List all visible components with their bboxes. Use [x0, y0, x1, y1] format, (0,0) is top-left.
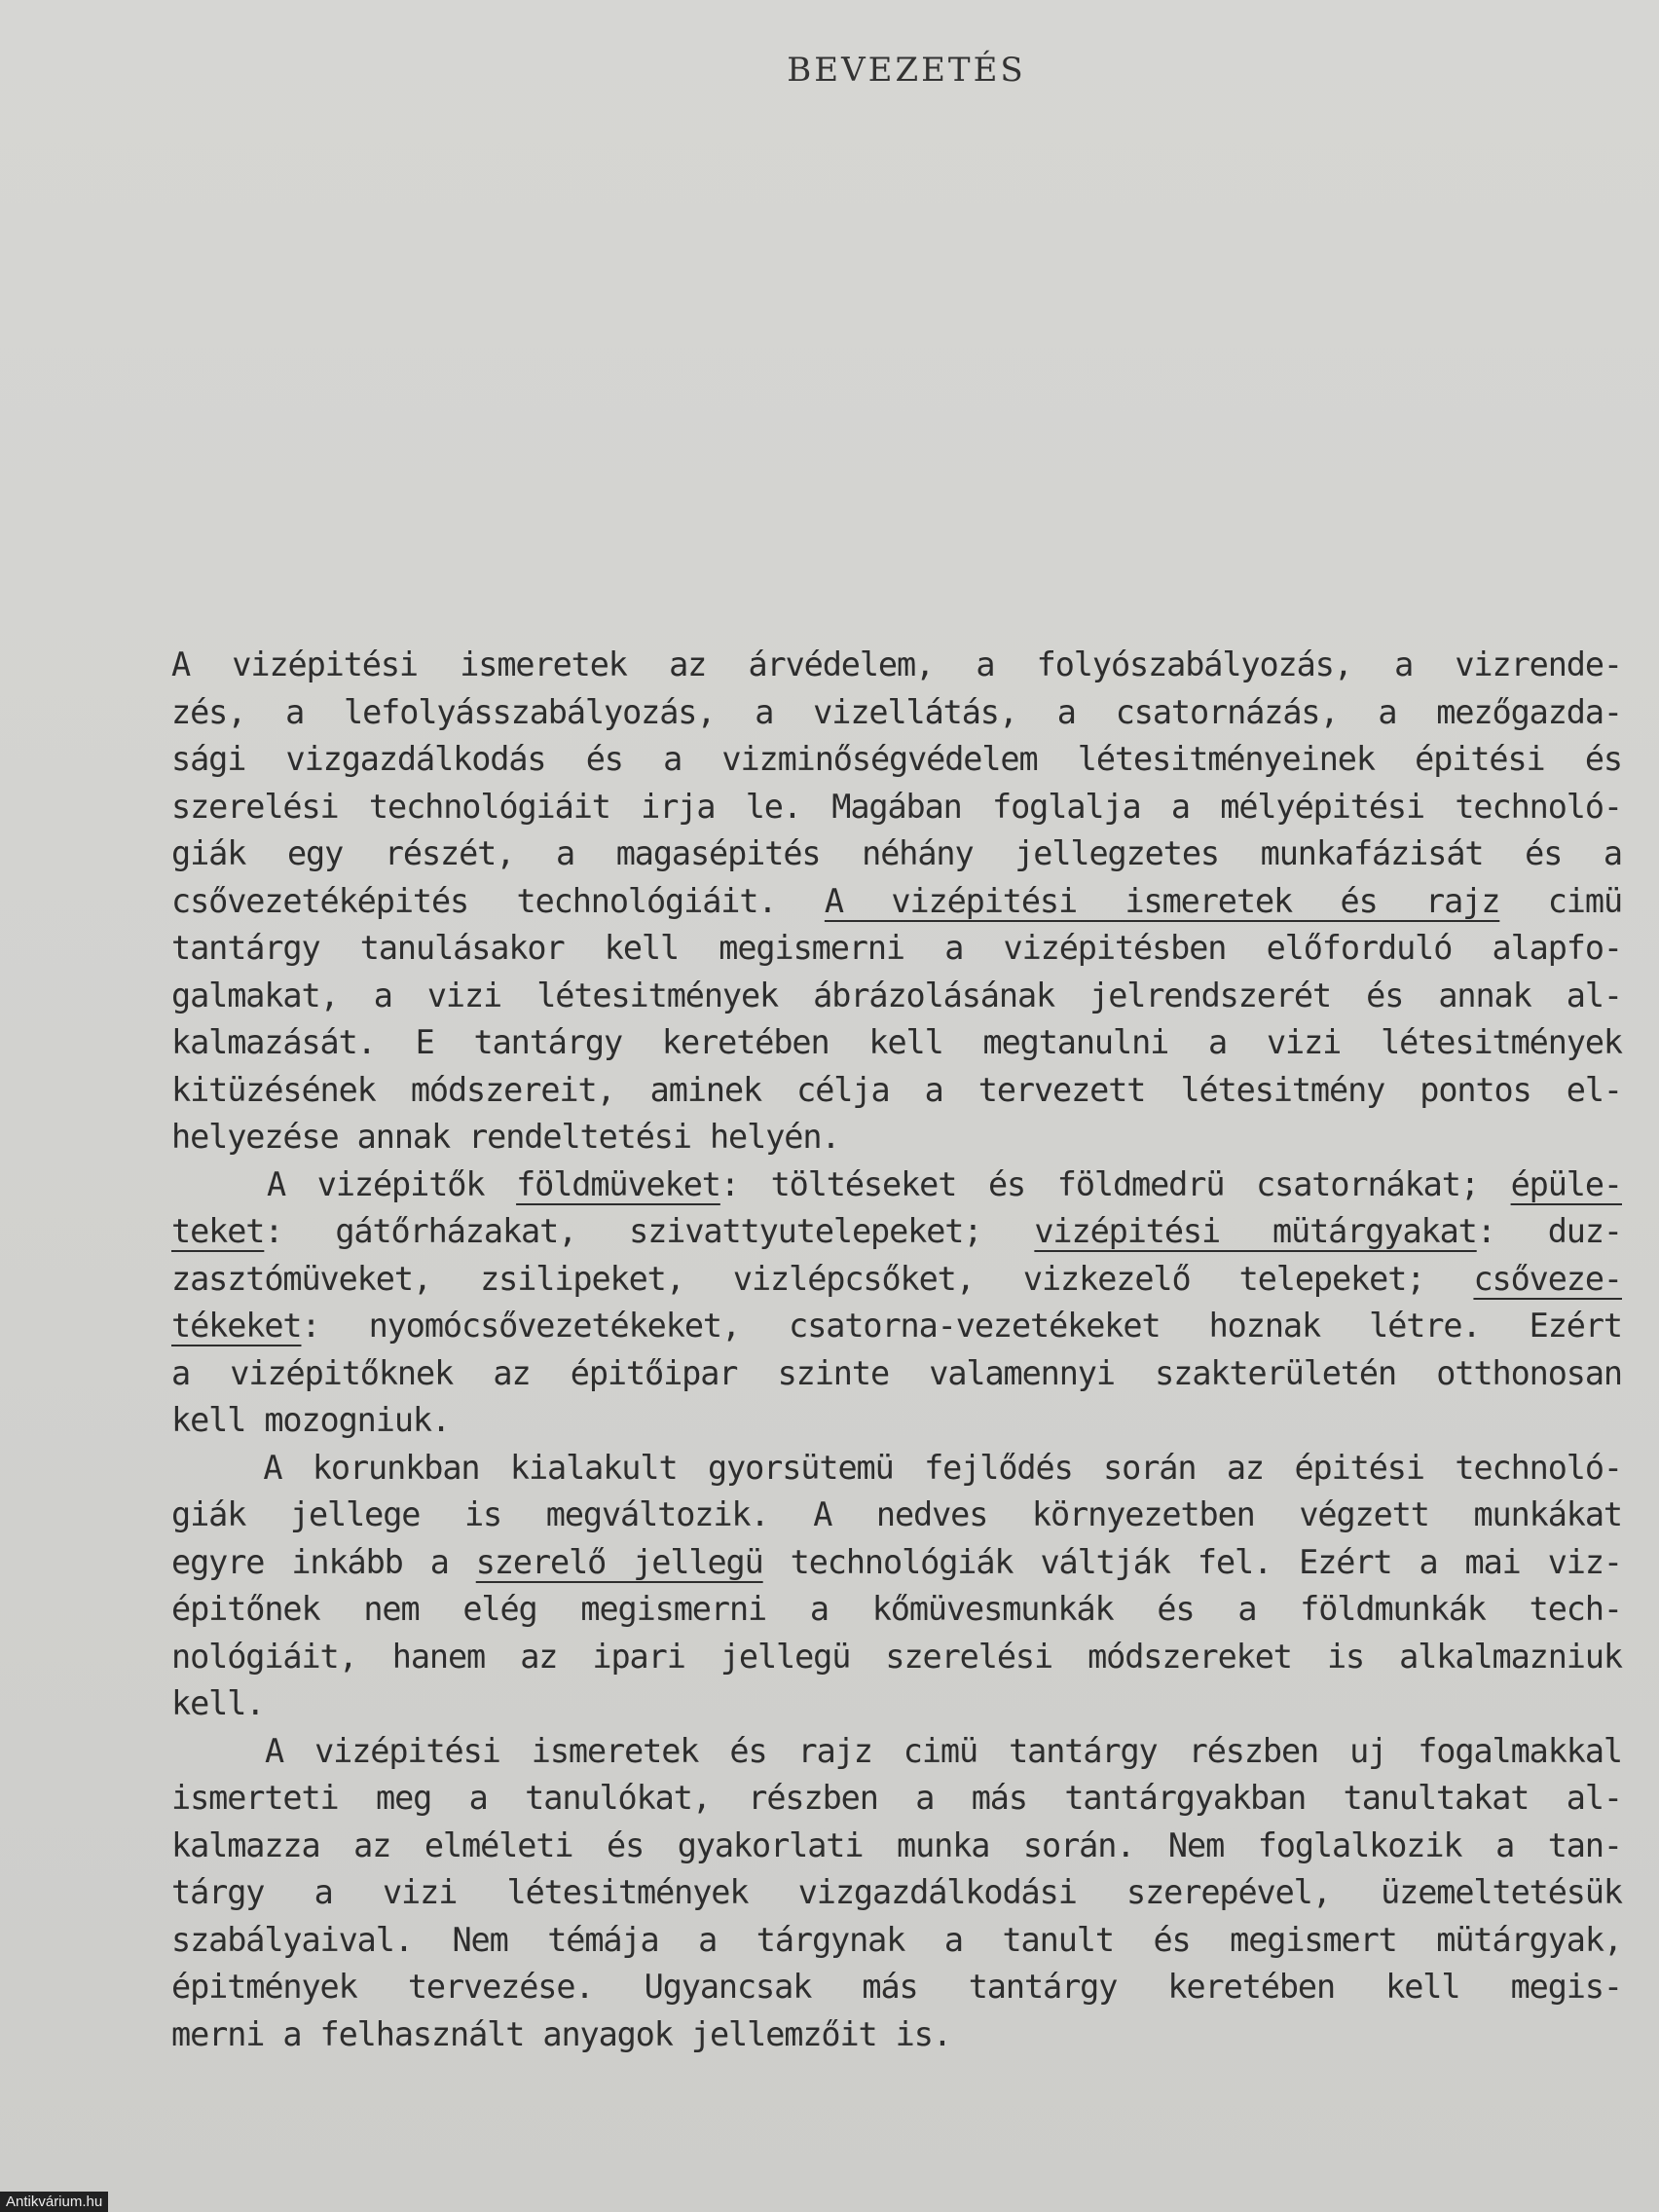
text-line: [171, 1208, 1622, 1256]
text-line: zés, a lefolyásszabályozás, a vizellátás, a csatornázás, a mezőgazda-: [171, 692, 1622, 731]
text-line: [171, 1161, 1622, 1209]
text-line: [171, 1539, 1622, 1587]
text-line: a vizépitőknek az épitőipar szinte valamennyi szakterületén otthonosan: [171, 1353, 1622, 1392]
text-line: épitmények tervezése. Ugyancsak más tantárgy keretében kell megis-: [171, 1968, 1622, 2006]
text-segment: : duz-: [1476, 1212, 1622, 1250]
text-line: szerelési technológiáit irja le. Magában foglalja a mélyépitési technoló-: [171, 787, 1622, 826]
underlined-term: földmüveket: [516, 1164, 720, 1203]
text-line: A vizépitési ismeretek és rajz cimü tantárgy részben uj fogalmakkal: [171, 1731, 1622, 1770]
text-segment: cimü: [1499, 881, 1623, 920]
text-line: tantárgy tanulásakor kell megismerni a vizépitésben előforduló alapfo-: [171, 929, 1622, 967]
text-line: ismerteti meg a tanulókat, részben a más tantárgyakban tanultakat al-: [171, 1779, 1622, 1817]
text-line: helyezése annak rendeltetési helyén.: [171, 1118, 840, 1156]
text-line: szabályaival. Nem témája a tárgynak a tanult és megismert mütárgyak,: [171, 1920, 1622, 1959]
underlined-term: csőveze-: [1473, 1259, 1622, 1298]
text-segment: technológiák váltják fel. Ezért a mai viz-: [762, 1542, 1622, 1581]
text-segment: : töltéseket és földmedrü csatornákat;: [719, 1164, 1511, 1203]
text-line: [171, 878, 1622, 926]
text-line: [171, 1303, 1622, 1350]
text-line: kitüzésének módszereit, aminek célja a tervezett létesitmény pontos el-: [171, 1070, 1622, 1109]
underlined-term: teket: [171, 1212, 265, 1250]
text-line: A vizépitési ismeretek az árvédelem, a folyószabályozás, a vizrende-: [171, 645, 1622, 683]
text-segment: A vizépitők: [171, 1164, 517, 1203]
text-segment: : nyomócsővezetékeket, csatorna-vezetékeket hoznak létre. Ezért: [301, 1307, 1622, 1345]
underlined-term: szerelő jellegü: [475, 1542, 763, 1581]
text-segment: csővezetéképités technológiáit.: [171, 881, 825, 920]
underlined-term: tékeket: [171, 1307, 302, 1345]
text-line: nológiáit, hanem az ipari jellegü szerelési módszereket is alkalmazniuk: [171, 1637, 1622, 1676]
text-line: kalmazza az elméleti és gyakorlati munka során. Nem foglalkozik a tan-: [171, 1825, 1622, 1864]
text-line: kell.: [171, 1684, 265, 1722]
text-segment: egyre inkább a: [171, 1542, 476, 1581]
page-title: BEVEZETÉS: [787, 51, 1026, 90]
text-line: épitőnek nem elég megismerni a kőmüvesmunkák és a földmunkák tech-: [171, 1590, 1622, 1628]
text-line: giák jellege is megváltozik. A nedves környezetben végzett munkákat: [171, 1495, 1622, 1533]
text-segment: zasztómüveket, zsilipeket, vizlépcsőket, vizkezelő telepeket;: [171, 1259, 1474, 1298]
watermark: Antikvárium.hu: [0, 2192, 108, 2212]
text-line: tárgy a vizi létesitmények vizgazdálkodási szerepével, üzemeltetésük: [171, 1873, 1622, 1911]
text-segment: : gátőrházakat, szivattyutelepeket;: [264, 1212, 1035, 1250]
underlined-term: A vizépitési ismeretek és rajz: [824, 881, 1500, 920]
text-line: galmakat, a vizi létesitmények ábrázolásának jelrendszerét és annak al-: [171, 976, 1622, 1014]
underlined-term: épüle-: [1510, 1164, 1622, 1203]
body-text: [171, 642, 1622, 2058]
text-line: kalmazását. E tantárgy keretében kell megtanulni a vizi létesitmények: [171, 1023, 1622, 1061]
text-line: kell mozogniuk.: [171, 1401, 451, 1439]
text-line: [171, 1256, 1622, 1304]
text-line: giák egy részét, a magasépités néhány jellegzetes munkafázisát és a: [171, 834, 1622, 872]
text-line: merni a felhasznált anyagok jellemzőit is.: [171, 2014, 951, 2053]
text-line: sági vizgazdálkodás és a vizminőségvédelem létesitményeinek épitési és: [171, 740, 1622, 778]
underlined-term: vizépitési mütárgyakat: [1034, 1212, 1477, 1250]
text-line: A korunkban kialakult gyorsütemü fejlődés során az épitési technoló-: [171, 1448, 1622, 1487]
bleed-through-text: [1149, 19, 1659, 643]
